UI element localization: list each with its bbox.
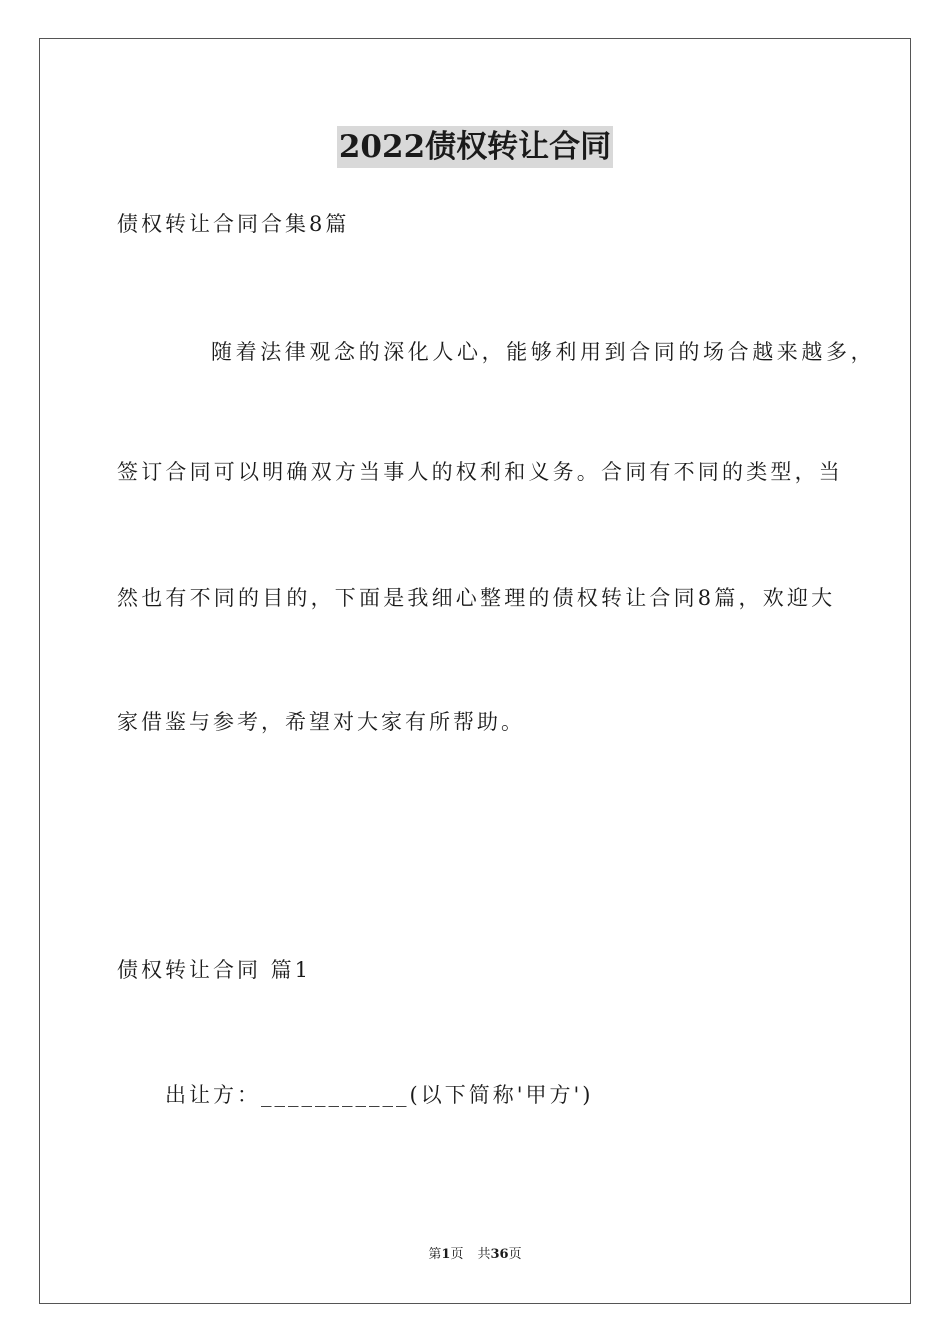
intro-line-4: 家借鉴与参考，希望对大家有所帮助。 [117,710,525,734]
document-subtitle: 债权转让合同合集8篇 [117,212,350,236]
total-prefix: 共 [477,1247,491,1262]
intro-line-3: 然也有不同的目的，下面是我细心整理的债权转让合同8篇，欢迎大 [117,586,836,610]
intro-line-2: 签订合同可以明确双方当事人的权利和义务。合同有不同的类型，当 [117,460,843,484]
page-footer [0,1246,950,1264]
transferor-line: 出让方：___________(以下简称'甲方') [165,1083,594,1107]
intro-line-1: 随着法律观念的深化人心，能够利用到合同的场合越来越多， [211,340,876,364]
total-suffix: 页 [508,1247,522,1262]
document-title: 2022债权转让合同 [337,126,613,168]
page-prefix: 第 [428,1247,442,1262]
page-suffix: 页 [450,1247,464,1262]
page-number: 1 [441,1247,451,1262]
total-pages: 36 [490,1247,509,1262]
title-container [0,126,950,168]
section-heading: 债权转让合同 篇1 [117,958,312,982]
